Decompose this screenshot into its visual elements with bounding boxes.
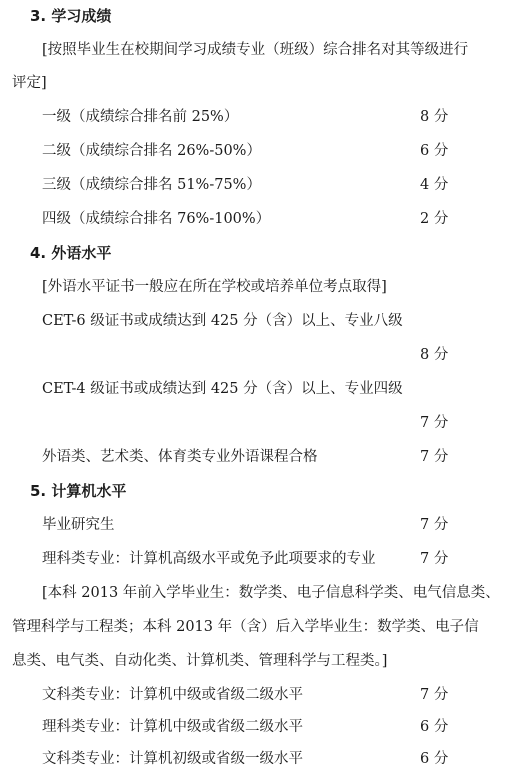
- grade-3-score: 4 分: [420, 177, 449, 193]
- arts-basic-score: 6 分: [420, 751, 449, 767]
- science-advanced-label: 理科类专业：计算机高级水平或免予此项要求的专业: [42, 551, 376, 567]
- section-3-note-line-2: 评定]: [12, 75, 47, 91]
- graduate-students-label: 毕业研究生: [42, 517, 115, 533]
- grade-1-label: 一级（成绩综合排名前 25%）: [42, 109, 239, 125]
- section-3-note-line-1: [按照毕业生在校期间学习成绩专业（班级）综合排名对其等级进行: [42, 42, 469, 58]
- arts-basic-label: 文科类专业：计算机初级或省级一级水平: [42, 751, 303, 767]
- grade-3-label: 三级（成绩综合排名 51%-75%）: [42, 177, 261, 193]
- arts-intermediate-label: 文科类专业：计算机中级或省级二级水平: [42, 687, 303, 703]
- grade-4-score: 2 分: [420, 211, 449, 227]
- science-advanced-score: 7 分: [420, 551, 449, 567]
- grade-2-label: 二级（成绩综合排名 26%-50%）: [42, 143, 261, 159]
- foreign-language-majors-label: 外语类、艺术类、体育类专业外语课程合格: [42, 449, 318, 465]
- section-5-note-line-2: 管理科学与工程类；本科 2013 年（含）后入学毕业生：数学类、电子信: [12, 619, 479, 635]
- foreign-language-majors-score: 7 分: [420, 449, 449, 465]
- cet4-score: 7 分: [420, 415, 449, 431]
- grade-4-label: 四级（成绩综合排名 76%-100%）: [42, 211, 271, 227]
- graduate-students-score: 7 分: [420, 517, 449, 533]
- section-4-heading: 4. 外语水平: [30, 244, 112, 262]
- arts-intermediate-score: 7 分: [420, 687, 449, 703]
- cet6-score: 8 分: [420, 347, 449, 363]
- section-5-note-line-3: 息类、电气类、自动化类、计算机类、管理科学与工程类。]: [12, 653, 388, 669]
- science-intermediate-label: 理科类专业：计算机中级或省级二级水平: [42, 719, 303, 735]
- section-5-note-line-1: [本科 2013 年前入学毕业生：数学类、电子信息科学类、电气信息类、: [42, 585, 500, 601]
- grade-1-score: 8 分: [420, 109, 449, 125]
- cet4-label: CET-4 级证书或成绩达到 425 分（含）以上、专业四级: [42, 381, 403, 397]
- grade-2-score: 6 分: [420, 143, 449, 159]
- science-intermediate-score: 6 分: [420, 719, 449, 735]
- section-4-note: [外语水平证书一般应在所在学校或培养单位考点取得]: [42, 279, 387, 295]
- section-5-heading: 5. 计算机水平: [30, 482, 127, 500]
- cet6-label: CET-6 级证书或成绩达到 425 分（含）以上、专业八级: [42, 313, 403, 329]
- section-3-heading: 3. 学习成绩: [30, 7, 112, 25]
